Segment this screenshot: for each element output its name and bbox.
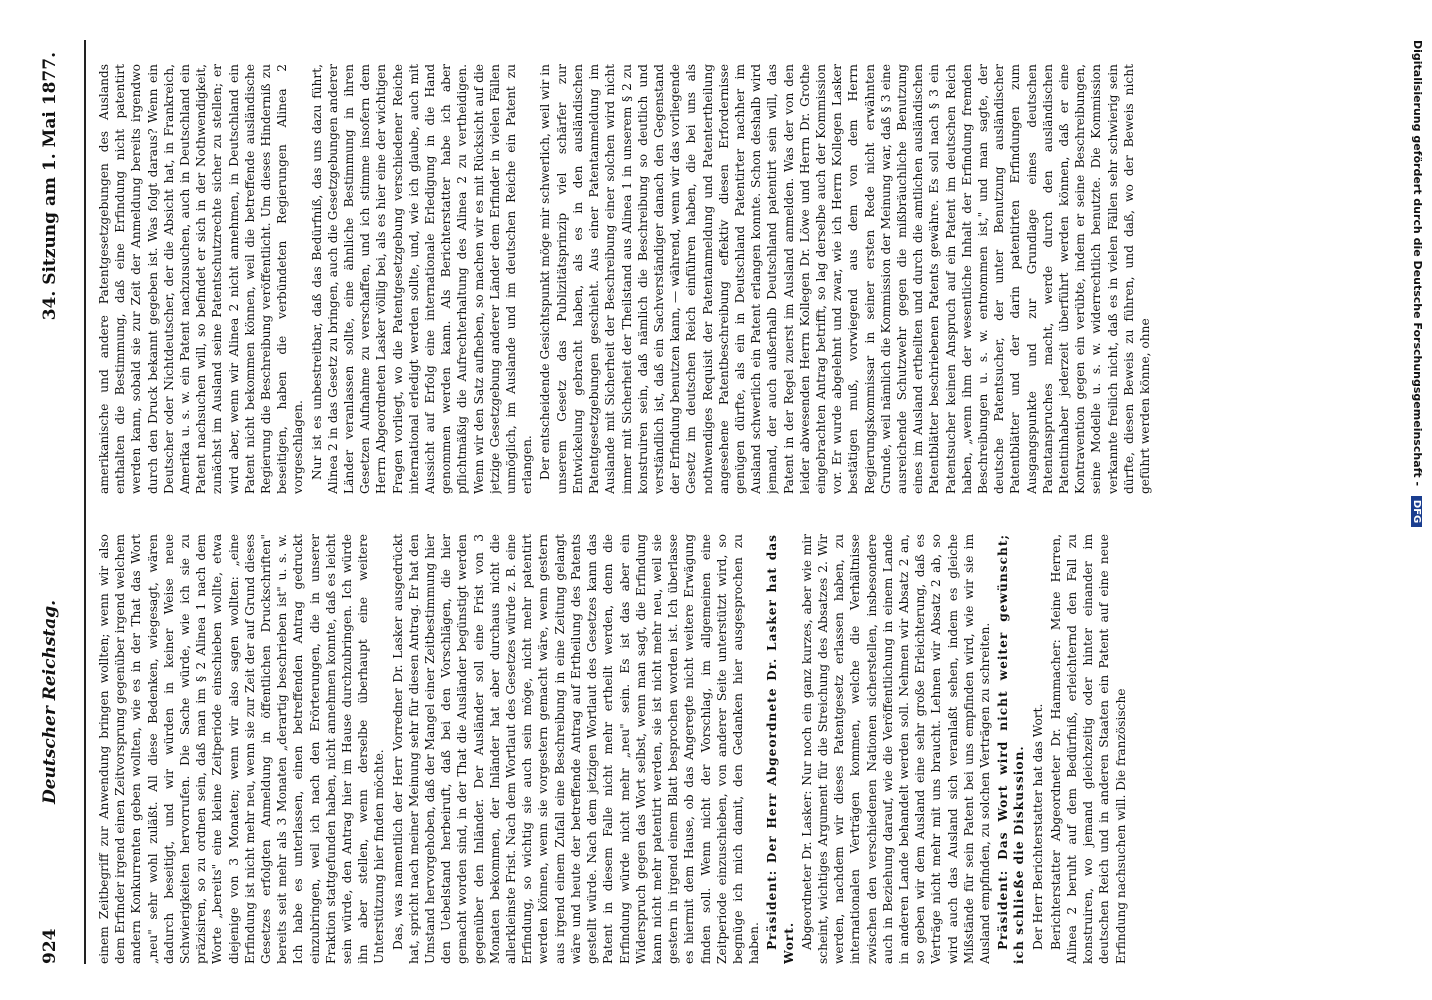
paragraph: Berichterstatter Abgeordneter Dr. Hammacher: Meine Herren, Alinea 2 beruht auf dem Bedürfniß, erleichternd den Fall zu konstruiren, wo jemand gleichzeitig oder hinter einander im deutschen Reich und in anderen Staaten ein Patent auf eine neue Erfindung nachsuchen will. Die französische <box>1048 534 1128 964</box>
speaker-paragraph: Präsident: Der Herr Abgeordnete Dr. Lasker hat das Wort. <box>765 534 796 964</box>
running-head <box>40 40 74 964</box>
left-column <box>96 534 1340 964</box>
dfg-logo: DFG <box>1411 496 1422 527</box>
digitization-credit <box>1404 40 1428 960</box>
text-columns <box>96 40 1340 964</box>
right-column <box>96 64 1340 494</box>
page-number: 924 <box>40 928 60 964</box>
paragraph: Das, was namentlich der Herr Vorredner Dr. Lasker ausgedrückt hat, spricht nach meiner Meinung sehr für diesen Antrag. Er hat den Umstand hervorgehoben, daß der Mangel einer Zeitbestimmung hier den Uebelstand herbeiruft, daß bei den Vorschlägen, die hier gemacht worden sind, in der That die Ausländer begünstigt werden gegenüber den Inländer. Der Ausländer soll eine Frist von 3 Monaten bekommen, der Inländer hat aber durchaus nicht die allerkleinste Frist. Nach dem Wortlaut des Gesetzes würde z. B. eine Erfindung, so wichtig sie auch sein möge, nicht mehr patentirt werden können, wenn sie vorgestern gemacht wäre, wenn gestern aus irgend einem Zufall eine Beschreibung in eine Zeitung gelangt wäre und heute der betreffende Antrag auf Ertheilung des Patents gestellt würde. Nach dem jetzigen Wortlaut des Gesetzes kann das Patent in diesem Falle nicht mehr ertheilt werden, denn die Erfindung würde nicht mehr „neu" sein. Es ist das aber ein Widerspruch gegen das Wort selbst, wenn man sagt, die Erfindung kann nicht mehr patentirt werden, sie ist nicht mehr neu, weil sie gestern in irgend einem Blatt besprochen worden ist. Ich überlasse es hiermit dem Hause, ob das Angeregte nicht weitere Erwägung finden soll. Wenn nicht der Vorschlag, im allgemeinen eine Zeitperiode einzuschieben, von anderer Seite unterstützt wird, so begnüge ich mich damit, den Gedanken hier ausgesprochen zu haben. <box>390 534 762 964</box>
paragraph: Der Herr Berichterstatter hat das Wort. <box>1030 703 1045 950</box>
header-rule <box>84 40 86 964</box>
page-title: Deutscher Reichstag. <box>40 599 60 804</box>
speaker-paragraph: Präsident: Das Wort wird nicht weiter gewünscht; ich schließe die Diskussion. <box>996 534 1027 964</box>
paragraph: Der entscheidende Gesichtspunkt möge mir schwerlich, weil wir in unserem Gesetz das Publizitätsprinzip viel schärfer zur Entwickelung gebracht haben, als es in den ausländischen Patentgesetzgebungen geschieht. Aus einer Patentanmeldung im Auslande mit Sicherheit der Beschreibung einer solchen wird nicht immer mit Sicherheit der Theilstand aus Alinea 1 in unserem § 2 zu konstruiren sein, daß nämlich die Beschreibung so deutlich und verständlich ist, daß ein Sachverständiger danach den Gegenstand der Erfindung benutzen kann, — während, wenn wir das vorliegende Gesetz im deutschen Reich einführen haben, die bei uns als nothwendiges Requisit der Patentanmeldung und Patentertheilung angesehene Patentbeschreibung effektiv diesen Erfordernisse genügen dürfte, als ein in Deutschland Patentirter nachher im Ausland schwerlich ein Patent erlangen konnte. Schon deshalb wird jemand, der auch außerhalb Deutschland patentirt sein will, das Patent in der Regel zuerst im Ausland anmelden. Was der von den leider abwesenden Herrn Kollegen Dr. Löwe und Herrn Dr. Grothe eingebrachten Antrag betrifft, so lag derselbe auch der Kommission vor. Er wurde abgelehnt und zwar, wie ich Herrn Kollegen Lasker bestätigen muß, vorwiegend aus dem von dem Herrn Regierungskommissar in seiner ersten Rede nicht erwähnten Grunde, weil nämlich die Kommission der Meinung war, daß § 3 eine ausreichende Schutzwehr gegen die mißbräuchliche Benutzung eines im Ausland ertheilten und durch die amtlichen ausländischen Patentblätter beschriebenen Patents gewähre. Es soll nach § 3 ein Patentsucher keinen Anspruch auf ein Patent im deutschen Reich haben, „wenn ihm der wesentliche Inhalt der Erfindung fremden Beschreibungen u. s. w. entnommen ist," und man sagte, der deutsche Patentsucher, der unter Benutzung ausländischer Patentblätter und der darin patentirten Erfindungen zum Ausgangspunkte und zur Grundlage eines deutschen Patentanspruches macht, werde durch den ausländischen Patentinhaber jederzeit überführt werden können, daß er eine Kontravention gegen ein verübte, indem er seine Beschreibungen, seine Modelle u. s. w. widerrechtlich benutzte. Die Kommission verkannte freilich nicht, daß es in vielen Fällen sehr schwierig sein dürfte, diesen Beweis zu führen, und daß, wo der Beweis nicht geführt werden könne, ohne <box>538 64 1152 494</box>
paragraph: Abgeordneter Dr. Lasker: Nur noch ein ganz kurzes, aber wie mir scheint, wichtiges Argument für die Streichung des Absatzes 2. Wir werden, nachdem wir dieses Patentgesetz erlassen haben, zu internationalen Verträgen kommen, welche die Verhältnisse zwischen den verschiedenen Nationen sicherstellen, insbesondere auch in Beziehung darauf, wie die Veröffentlichung in einem Lande in anderen Lande behandelt werden soll. Nehmen wir Absatz 2 an, so geben wir dem Ausland eine sehr große Erleichterung, daß es Verträge nicht mehr mit uns braucht. Lehnen wir Absatz 2 ab, so wird auch das Ausland sich veranlaßt sehen, indem es gleiche Mißstände für sein Patent bei uns empfinden wird, wie wir sie im Ausland empfinden, zu solchen Verträgen zu schreiten. <box>799 534 992 964</box>
paragraph: einem Zeitbegriff zur Anwendung bringen wollten; wenn wir also dem Erfinder irgend einen Zeitvorsprung gegenüber irgend welchem andern Konkurrenten geben wollten, wie es in der That das Wort „neu" sehr wohl zuläßt. All diese Bedenken, wiegesagt, wären dadurch beseitigt, und wir würden in keiner Weise neue Schwierigkeiten hervorrufen. Die Sache würde, wie ich sie zu präzisiren, so zu ordnen sein, daß man im § 2 Alinea 1 nach dem Worte „bereits" eine kleine Zeitperiode einschieben wollte, etwa diejenige von 3 Monaten; wenn wir also sagen wollten: „eine Erfindung ist nicht mehr neu, wenn sie zur Zeit der auf Grund dieses Gesetzes erfolgten Anmeldung in öffentlichen Druckschriften" bereits seit mehr als 3 Monaten „derartig beschrieben ist" u. s. w. Ich habe es unterlassen, einen betreffenden Antrag gedruckt einzubringen, weil ich nach den Erörterungen, die in unserer Fraktion stattgefunden haben, nicht annehmen konnte, daß es leicht sein würde, den Antrag hier im Hause durchzubringen. Ich würde ihn aber stellen, wenn derselbe überhaupt eine weitere Unterstützung hier finden möchte. <box>97 534 387 964</box>
paragraph: amerikanische und andere Patentgesetzgebungen des Auslands enthalten die Bestimmung, daß eine Erfindung nicht patentirt werden kann, sobald sie zur Zeit der Anmeldung bereits irgendwo durch den Druck bekannt gegeben ist. Was folgt daraus? Wenn ein Deutscher oder Nichtdeutscher, der die Absicht hat, in Frankreich, Amerika u. s. w. ein Patent nachzusuchen, auch in Deutschland ein Patent nachsuchen will, so befindet er sich in der Nothwendigkeit, zunächst im Ausland seine Patentschutzrechte sicher zu stellen; er wird aber, wenn wir Alinea 2 nicht annehmen, in Deutschland ein Patent nicht bekommen können, weil die betreffende ausländische Regierung die Beschreibung veröffentlicht. Um dieses Hinderniß zu beseitigen, haben die verbündeten Regierungen Alinea 2 vorgeschlagen. <box>97 64 306 494</box>
paragraph: Nur ist es unbestreitbar, daß das Bedürfniß, das uns dazu führt, Alinea 2 in das Gesetz zu bringen, auch die Gesetzgebungen anderer Länder veranlassen sollte, eine ähnliche Bestimmung in ihren Gesetzen Aufnahme zu verschaffen, und ich stimme insofern dem Herrn Abgeordneten Lasker völlig bei, als es hier eine der wichtigen Fragen vorliegt, wo die Patentgesetzgebung verschiedener Reiche international erledigt werden sollte, und, wie ich glaube, auch mit Aussicht auf Erfolg eine internationale Erledigung in die Hand genommen werden kann. Als Berichterstatter habe ich aber pflichtmäßig die Aufrechterhaltung des Alinea 2 zu vertheidigen. Wenn wir den Satz aufheben, so machen wir es mit Rücksicht auf die jetzige Gesetzgebung anderer Länder dem Erfinder in vielen Fällen unmöglich, im Auslande und im deutschen Reiche ein Patent zu erlangen. <box>309 64 535 494</box>
credit-text: Digitalisierung gefördert durch die Deutsche Forschungsgemeinschaft - <box>1411 40 1424 487</box>
session-date: 34. Sitzung am 1. Mai 1877. <box>40 52 60 321</box>
